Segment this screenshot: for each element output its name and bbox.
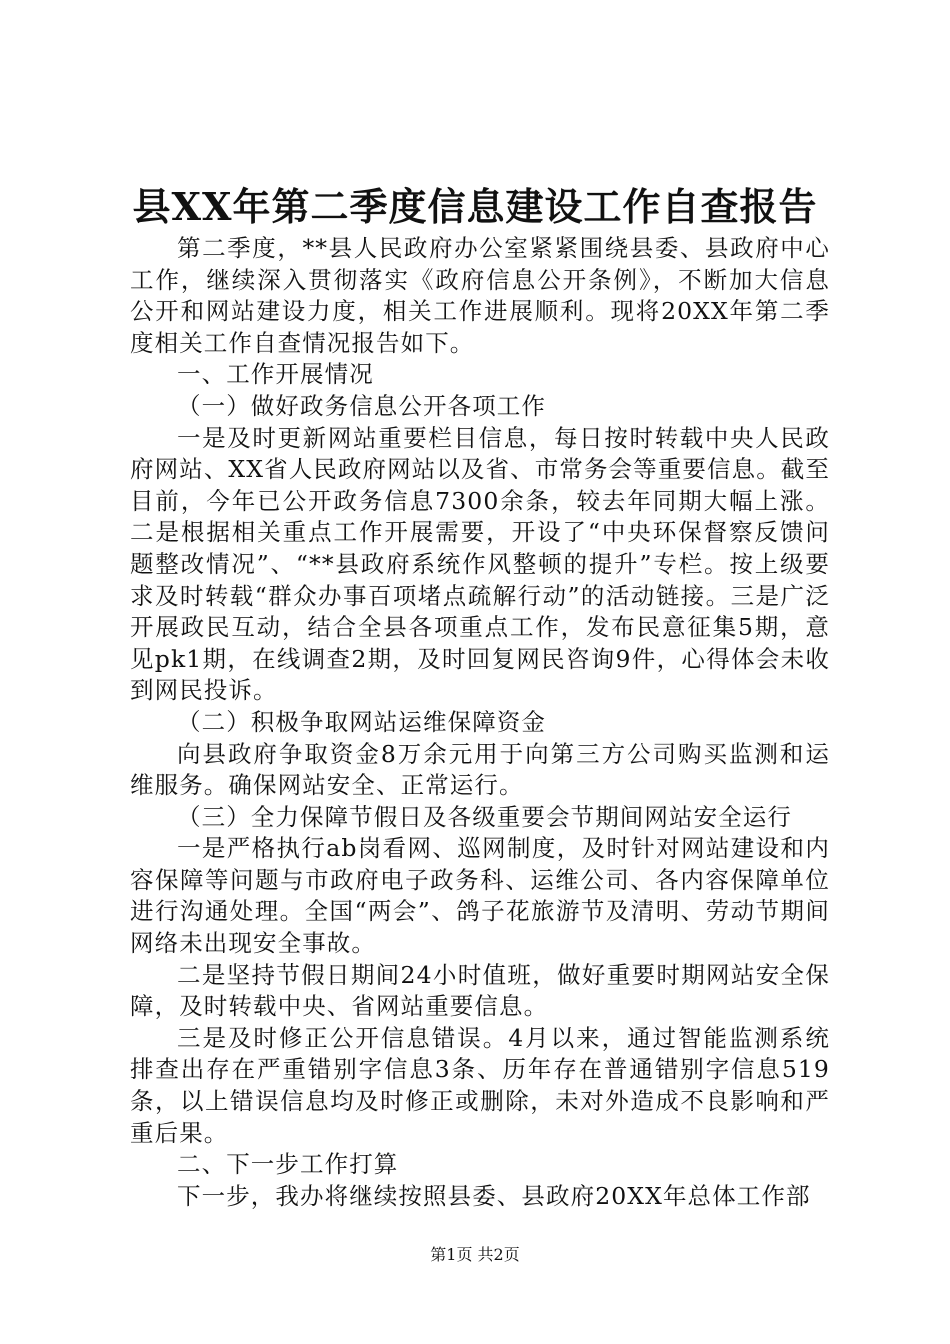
section-heading-1: 一、工作开展情况 [177,360,374,389]
section-heading-2: 二、下一步工作打算 [177,1150,399,1179]
paragraph-intro: 第二季度，**县人民政府办公室紧紧围绕县委、县政府中心工作，继续深入贯彻落实《政府信息公开条例》，不断加大信息公开和网站建设力度，相关工作进展顺利。现将20XX年第二季度相关工作自查情况报告如下。 [130,234,830,357]
subsection-heading-3: （三）全力保障节假日及各级重要会节期间网站安全运行 [177,802,792,831]
paragraph-next-steps: 下一步，我办将继续按照县委、县政府20XX年总体工作部 [177,1181,811,1210]
page-footer: 第1页 共2页 [430,1245,520,1264]
subsection-heading-1: （一）做好政务信息公开各项工作 [177,391,546,420]
paragraph-info-disclosure: 一是及时更新网站重要栏目信息，每日按时转载中央人民政府网站、XX省人民政府网站以及省、市常务会等重要信息。截至目前，今年已公开政务信息7300余条，较去年同期大幅上涨。二是根据相关重点工作开展需要，开设了“中央环保督察反馈问题整改情况”、“**县政府系统作风整顿的提升”专栏。按上级要求及时转载“群众办事百项堵点疏解行动”的活动链接。三是广泛开展政民互动，结合全县各项重点工作，发布民意征集5期，意见pk1期，在线调查2期，及时回复网民咨询9件，心得体会未收到网民投诉。 [130,423,830,705]
paragraph-funding: 向县政府争取资金8万余元用于向第三方公司购买监测和运维服务。确保网站安全、正常运行。 [130,739,830,800]
document-body [130,233,830,1212]
paragraph-security-3: 三是及时修正公开信息错误。4月以来，通过智能监测系统排查出存在严重错别字信息3条、历年存在普通错别字信息519条，以上错误信息均及时修正或删除，未对外造成不良影响和严重后果。 [130,1023,830,1147]
paragraph-security-1: 一是严格执行ab岗看网、巡网制度，及时针对网站建设和内容保障等问题与市政府电子政务科、运维公司、各内容保障单位进行沟通处理。全国“两会”、鸽子花旅游节及清明、劳动节期间网络未出现安全事故。 [130,834,830,958]
document-title: 县XX年第二季度信息建设工作自查报告 [132,184,818,229]
paragraph-security-2: 二是坚持节假日期间24小时值班，做好重要时期网站安全保障，及时转载中央、省网站重要信息。 [130,960,830,1021]
subsection-heading-2: （二）积极争取网站运维保障资金 [177,707,546,736]
